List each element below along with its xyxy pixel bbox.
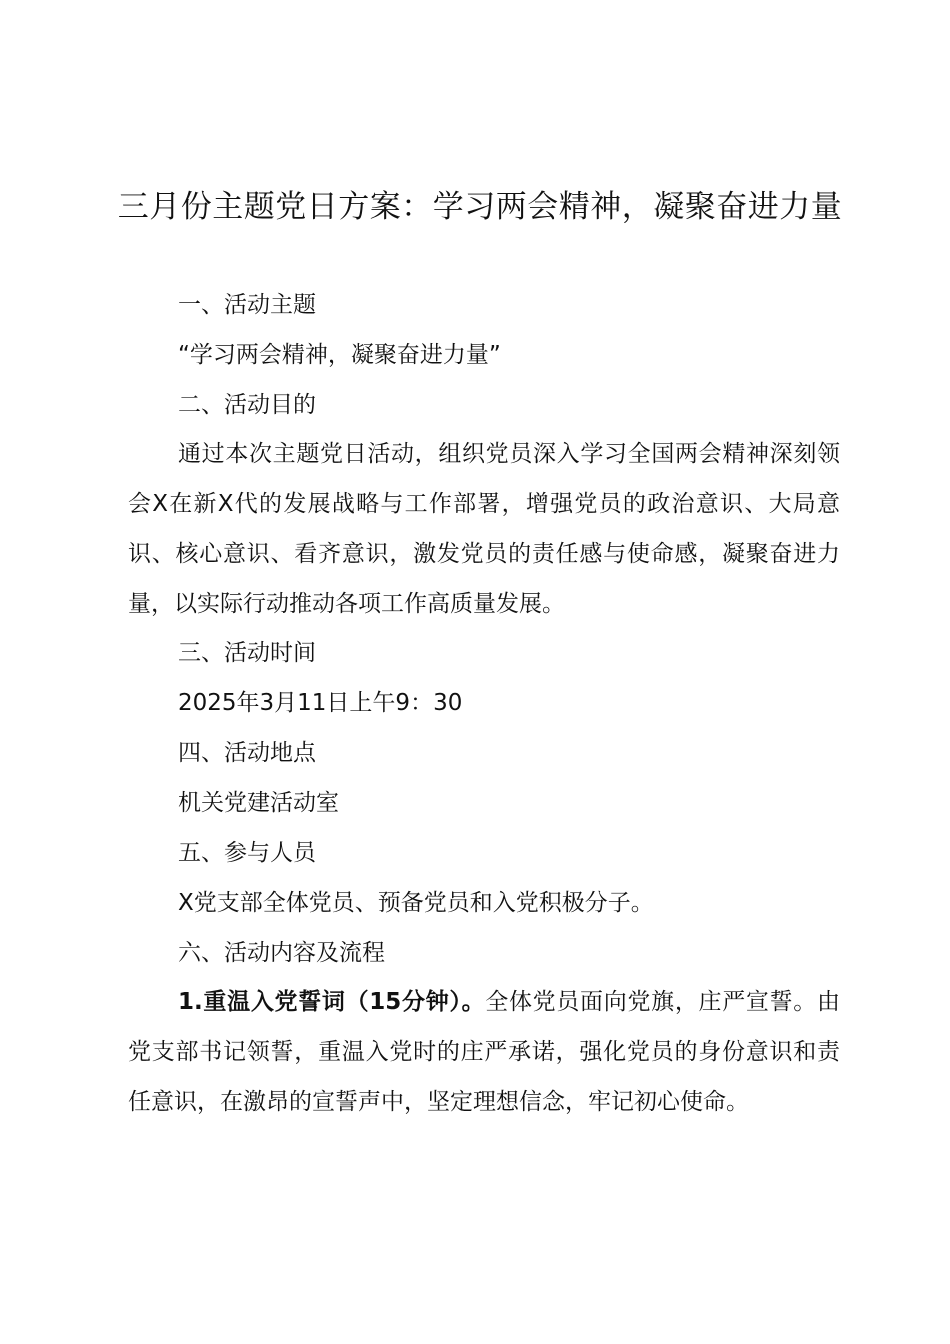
theme-text: “学习两会精神，凝聚奋进力量” (178, 342, 501, 368)
section-heading-time: 三、活动时间 (178, 640, 316, 666)
purpose-paragraph: 通过本次主题党日活动，组织党员深入学习全国两会精神深刻领会X在新X代的发展战略与工作部署，增强党员的政治意识、大局意识、核心意识、看齐意识，激发党员的责任感与使命感，凝聚奋进力量，以实际行动推动各项工作高质量发展。 (128, 441, 840, 617)
item-1-lead: 1.重温入党誓词（15分钟）。 (178, 989, 486, 1015)
section-heading-location: 四、活动地点 (178, 740, 316, 766)
section-heading-participants: 五、参与人员 (178, 840, 316, 866)
document-title: 三月份主题党日方案：学习两会精神，凝聚奋进力量 (117, 189, 843, 225)
section-heading-theme: 一、活动主题 (178, 292, 316, 318)
section-heading-purpose: 二、活动目的 (178, 392, 316, 418)
participants-text: X党支部全体党员、预备党员和入党积极分子。 (178, 890, 654, 916)
section-heading-content: 六、活动内容及流程 (178, 940, 385, 966)
location-text: 机关党建活动室 (178, 790, 339, 816)
time-text: 2025年3月11日上午9：30 (178, 690, 463, 716)
item-1-text: 全体党员面向党旗，庄严宣誓。由党支部书记领誓，重温入党时的庄严承诺，强化党员的身份意识和责任意识，在激昂的宣誓声中，坚定理想信念，牢记初心使命。 (128, 989, 841, 1115)
item-1-paragraph (128, 977, 840, 1127)
